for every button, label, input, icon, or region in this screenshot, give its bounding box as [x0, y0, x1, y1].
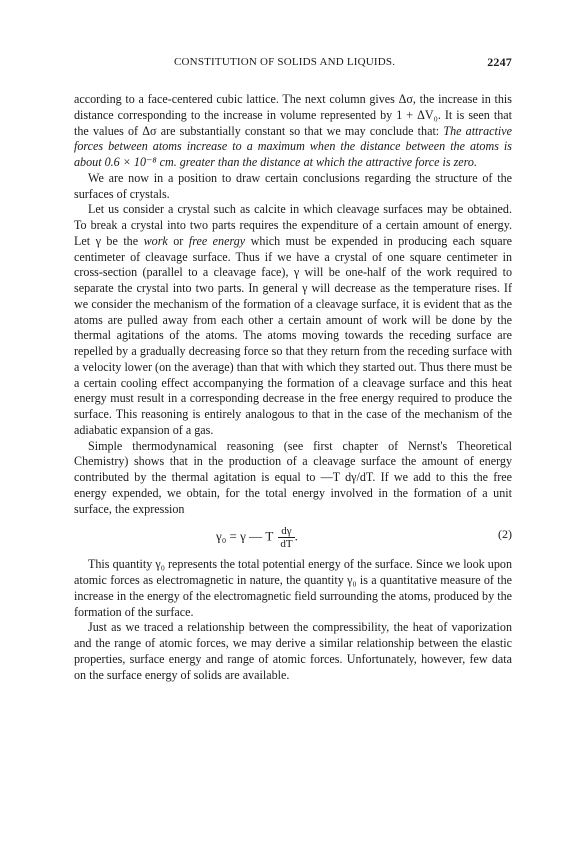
page-number: 2247	[487, 55, 512, 69]
eq-equals: =	[229, 528, 237, 544]
equation-number: (2)	[498, 527, 512, 542]
paragraph-6	[74, 620, 512, 683]
eq-lhs: γ₀	[216, 528, 227, 544]
paragraph-5	[74, 557, 512, 620]
equation-expression	[216, 525, 298, 550]
eq-rhs: γ — T	[240, 528, 274, 544]
equation-2	[74, 519, 512, 553]
eq-trailing: .	[294, 528, 298, 544]
paragraph-2	[74, 171, 512, 203]
running-header	[74, 56, 512, 72]
italic-term: work	[143, 233, 168, 248]
text-run: which must be expended in producing each square centimeter of cleavage surface. Thus if we have a crystal of one square centimeter in cross-section (parallel to a cleavage face), γ will be one-half of the work required to separate the crystal into two parts. In general γ will decrease as the temperature rises. If we consider the mechanism of the formation of a cleavage surface, it is evident that as the atoms are pulled away from each other a certain amount of work will be done by the thermal agitations of the atoms. The atoms moving towards the receding surface are repelled by a gradually decreasing force so that they return from the receding surface with a velocity lower (on the average) than that with which they started out. Thus there must be a certain cooling effect accompanying the formation of a cleavage surface and this heat energy must result in a corresponding decrease in the free energy required to produce the surface. This reasoning is entirely analogous to that in the case of the mechanism of the adiabatic expansion of a gas.	[74, 233, 512, 437]
paragraph-4	[74, 439, 512, 518]
text-run: according to a face-centered cubic lattice. The next column gives Δσ, the increase in this distance corresponding to the increase in volume represented by 1 + ΔV₀. It is seen that the values of Δσ are substantially constant so that we may conclude that:	[74, 92, 512, 138]
eq-fraction	[278, 525, 294, 550]
italic-term: free energy	[188, 233, 246, 248]
text-run: Simple thermodynamical reasoning (see first chapter of Nernst's Theoretical Chemistry) shows that in the production of a cleavage surface the amount of energy contributed by the thermal agitation is equal to —T dγ/dT. If we add to this the free energy expended, we obtain, for the total energy involved in the formation of a unit surface, the expression	[74, 438, 512, 516]
text-run: We are now in a position to draw certain conclusions regarding the structure of the surfaces of crystals.	[74, 170, 512, 201]
text-run: Let us consider a crystal such as calcite in which cleavage surfaces may be obtained. To break a crystal into two parts requires the expenditure of a certain amount of energy. Let γ be the	[74, 202, 512, 248]
italic-statement: The attractive forces between atoms increase to a maximum when the distance between the atoms is about 0.6 × 10⁻⁸ cm. greater than the distance at which the attractive force is zero.	[74, 123, 512, 169]
running-title: CONSTITUTION OF SOLIDS AND LIQUIDS.	[174, 56, 396, 68]
text-run: or	[167, 233, 189, 248]
text-run: Just as we traced a relationship between the compressibility, the heat of vaporization and the range of atomic forces, we may derive a similar relationship between the elastic properties, surface energy and range of atomic forces. Unfortunately, however, few data on the surface energy of solids are available.	[74, 620, 512, 682]
text-run: This quantity γ₀ represents the total potential energy of the surface. Since we look upon atomic forces as electromagnetic in nature, the quantity γ₀ is a quantitative measure of the increase in the energy of the electromagnetic field surrounding the atoms, produced by the formation of the surface.	[74, 557, 512, 619]
paragraph-1	[74, 92, 512, 171]
paragraph-3	[74, 202, 512, 438]
eq-frac-denominator: dT	[280, 538, 293, 551]
eq-frac-numerator: dγ	[278, 525, 294, 538]
body-text	[74, 92, 512, 683]
